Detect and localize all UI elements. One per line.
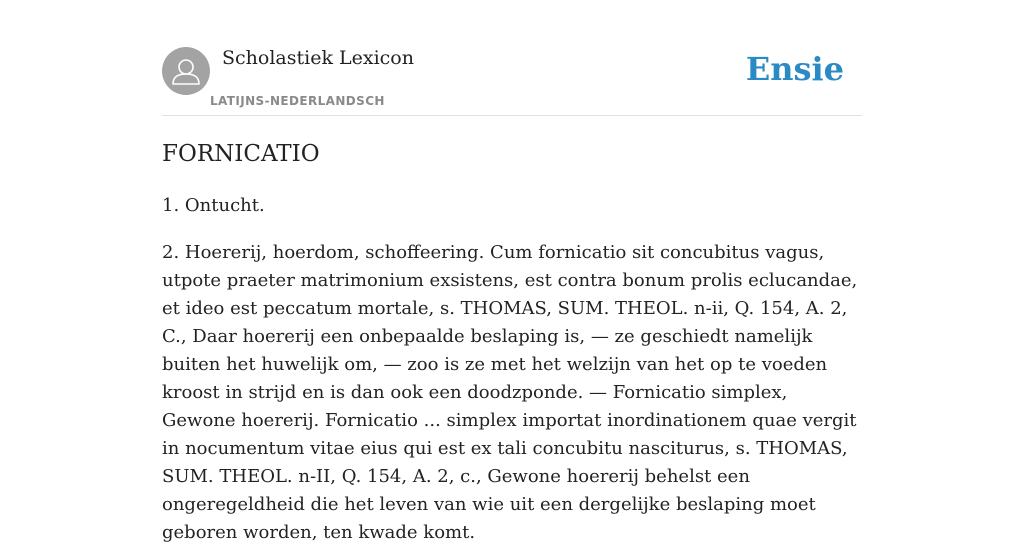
entry-headword: FORNICATIO [162, 141, 320, 167]
entry-content [162, 138, 862, 547]
definition-1: 1. Ontucht. [162, 195, 265, 216]
user-avatar-icon[interactable] [162, 47, 210, 95]
lexicon-subtitle: LATIJNS-NEDERLANDSCH [210, 94, 385, 108]
brand-logo[interactable]: Ensie [745, 50, 844, 88]
site-header [162, 0, 862, 116]
lexicon-title[interactable]: Scholastiek Lexicon [222, 47, 414, 69]
definition-2: 2. Hoererij, hoerdom, schoffeering. Cum fornicatio sit concubitus vagus, utpote praeter matrimonium exsistens, est contra bonum prolis eclucandae, et ideo est peccatum mortale, s. THOMAS, SUM. THEOL. n-ii, Q. 154, A. 2, C., Daar hoererij een onbepaalde beslaping is, — ze geschiedt namelijk buiten het huwelijk om, — zoo is ze met het welzijn van het op te voeden kroost in strijd en is dan ook een doodzponde. — Fornicatio simplex, Gewone hoererij. Fornicatio ... simplex importat inordinationem quae vergit in nocumentum vitae eius qui est ex tali concubitu nasciturus, s. THOMAS, SUM. THEOL. n-II, Q. 154, A. 2, c., Gewone hoererij behelst een ongeregeldheid die het leven van wie uit een dergelijke beslaping moet geboren worden, ten kwade komt. [162, 242, 858, 543]
